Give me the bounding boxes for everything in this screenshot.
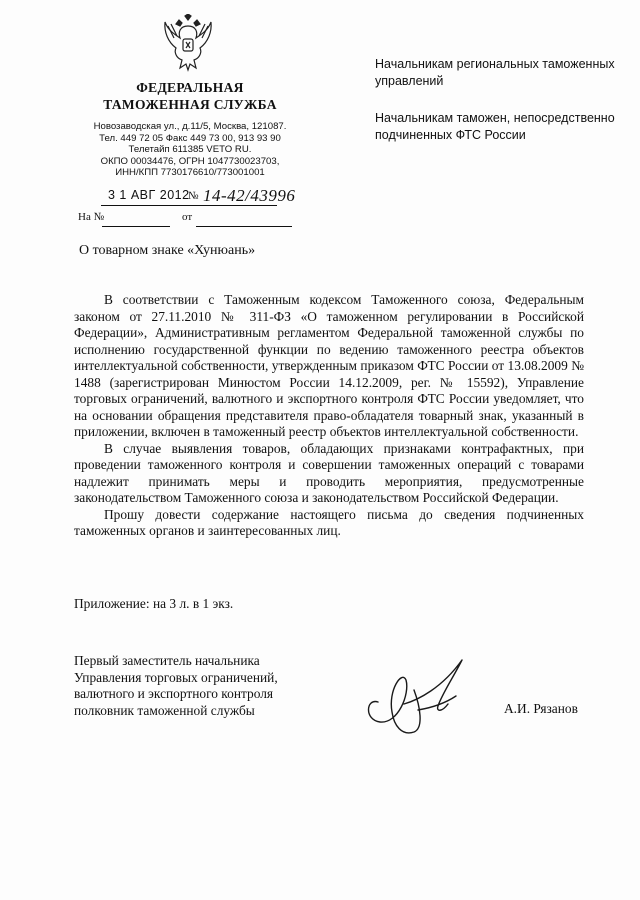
letter-subject: О товарном знаке «Хунюань» <box>79 243 256 258</box>
body-paragraph: Прошу довести содержание настоящего письма до сведения подчиненных таможенных органов и заинтересованных лиц. <box>74 506 584 538</box>
incoming-number-label: На № <box>78 211 105 223</box>
incoming-date-label: от <box>182 211 193 223</box>
body-paragraph: В соответствии с Таможенным кодексом Таможенного союза, Федеральным законом от 27.11.2010 № 311-ФЗ «О таможенном регулировании в Российской Федерации», Административным регламентом Федеральной таможенной службы по исполнению государственной функции по ведению таможенного реестра объектов интеллектуальной собственности, утвержденным приказом ФТС России от 13.08.2009 № 1488 (зарегистрирован Минюстом России 14.12.2009, рег. № 15592), Управление торговых ограничений, валютного и экспортного контроля ФТС России уведомляет, что на основании обращения представителя право-обладателя товарный знак, указанный в приложении, включен в таможенный реестр объектов интеллектуальной собственности. <box>74 292 584 439</box>
outgoing-date: 3 1 АВГ 2012 <box>108 188 190 202</box>
signer-name: А.И. Рязанов <box>504 701 578 716</box>
agency-name <box>70 79 310 113</box>
signer-title-line: Первый заместитель начальника <box>74 653 260 668</box>
signer-title <box>74 653 374 719</box>
incoming-date-rule <box>196 226 292 227</box>
outgoing-number-label: № <box>188 190 199 202</box>
reference-rule <box>101 205 277 206</box>
letter-body <box>74 292 584 540</box>
signer-title-line: валютного и экспортного контроля <box>74 686 274 701</box>
coat-of-arms-icon <box>162 14 214 72</box>
attachment-note: Приложение: на 3 л. в 1 экз. <box>74 596 234 611</box>
phone-line: Тел. 449 72 05 Факс 449 73 00, 913 93 90 <box>99 132 281 144</box>
okpo-line: ОКПО 00034476, ОГРН 1047730023703, <box>100 155 280 167</box>
addressee-regional: Начальникам региональных таможенных управлений <box>375 57 615 88</box>
agency-line-2: ТАМОЖЕННАЯ СЛУЖБА <box>103 97 277 112</box>
inn-line: ИНН/КПП 7730176610/773001001 <box>115 167 265 179</box>
body-paragraph: В случае выявления товаров, обладающих признаками контрафактных, при проведении таможенного контроля и совершении таможенных операций с товарами надлежит принимать меры и проводить мероприятия, предусмотренные законодательством Таможенного союза и законодательством Российской Федерации. <box>74 440 584 505</box>
signer-title-line: Управления торговых ограничений, <box>74 669 278 685</box>
agency-contacts <box>70 121 310 179</box>
outgoing-number: 14-42/43996 <box>203 186 296 205</box>
teletype-line: Телетайп 611385 VETO RU. <box>128 144 252 156</box>
signer-title-line: полковник таможенной службы <box>74 702 255 718</box>
addressee-customs: Начальникам таможен, непосредственно подчиненных ФТС России <box>375 111 615 142</box>
incoming-number-rule <box>102 226 170 227</box>
address-line: Новозаводская ул., д.11/5, Москва, 121087. <box>93 121 287 132</box>
agency-line-1: ФЕДЕРАЛЬНАЯ <box>136 80 244 95</box>
handwritten-signature <box>358 650 498 750</box>
